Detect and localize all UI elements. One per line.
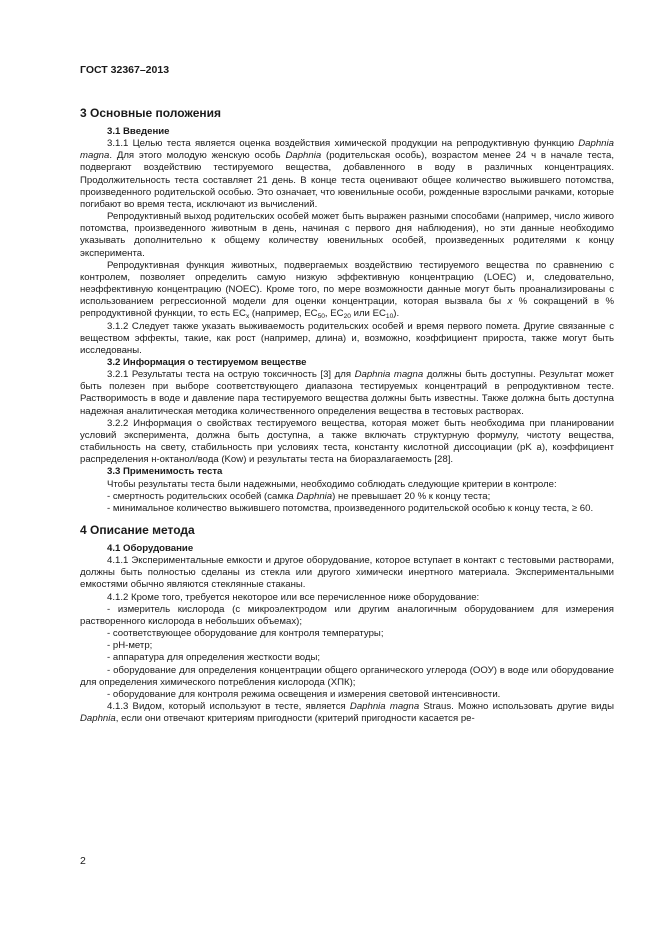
subscript: 10 (385, 313, 394, 321)
text-run: ) не превышает 20 % к концу теста; (332, 490, 491, 502)
text-run: Репродуктивная функция животных, подвергаемых воздействию тестируемого вещества по сравнению с контролем, позволяет определить самую низкую эффективную концентрацию (LOEC) и, следовательно, неэффективную концентрацию (NOEC). Кроме того, по мере возможности данные могут быть проанализированы с использованием регрессионной модели для оценки концентрации, которая вызвала бы (80, 259, 614, 308)
text-run: 4.1.3 Видом, который используют в тесте, является (107, 701, 350, 713)
species-name: Daphnia magna (80, 138, 614, 162)
paragraph-4-1-1: 4.1.1 Экспериментальные емкости и другое оборудование, которое вступает в контакт с тестовыми растворами, должны быть полностью сделаны из стекла или другого химически инертного материала. Экспериментальными емкостями обычно являются стеклянные стаканы. (80, 555, 614, 591)
text-run: 3.1.1 Целью теста является оценка воздействия химической продукции на репродуктивную функцию (107, 138, 579, 150)
paragraph-3-2-2: 3.2.2 Информация о свойствах тестируемого вещества, которая может быть необходима при планировании условий эксперимента, должна быть доступна, а также включать структурную формулу, чистоту вещества, стабильность на свету, стабильность при условиях теста, константу кислотной диссоциации (pK a), коэффициент распределения н-октанол/вода (Kow) и результаты теста на биоразлагаемость [28]. (80, 417, 614, 466)
paragraph-3-1-1 (80, 138, 614, 211)
text-run: Straus. Можно использовать другие виды (419, 701, 614, 713)
document-body (80, 106, 614, 725)
list-item: - минимальное количество выжившего потомства, произведенного родительской особью к концу теста, ≥ 60. (107, 502, 594, 514)
subsection-4-1-title: 4.1 Оборудование (107, 543, 194, 554)
paragraph-3-1-2: 3.1.2 Следует также указать выживаемость родительских особей и время первого помета. Другие связанные с веществом эффекты, такие, как рост (например, длина) и, возможно, коэффициент прироста, также могут быть исследованы. (80, 320, 614, 356)
species-name: Daphnia magna (349, 701, 420, 713)
text-run: 3.2.1 Результаты теста на острую токсичность [3] для (107, 369, 355, 381)
variable-x: x (507, 296, 513, 308)
text-run: должны быть доступны. Результат может быть полезен при выборе соответствующего диапазона тестируемых концентраций в репродуктивном тесте. Растворимость в воде и давление пара тестируемого вещества должны быть известны. Также должна быть доступна надежная аналитическая методика количественного определения вещества в тестовых растворах. (80, 369, 614, 417)
text-run: (родительская особь), возрастом менее 24 ч в начале теста, подвергают воздействию тестируемого вещества, добавленного в воду в различных концентрациях. Продолжительность теста составляет 21 день. В конце теста оценивают общее количество выжившего потомства, произведенного родительской особью. Это означает, что ювенильные особи, рожденные взрослыми рачками, которые погибают во время теста, исключают из вычислений. (80, 150, 615, 210)
paragraph-4-1-3 (80, 701, 614, 725)
list-item: - pH-метр; (107, 640, 153, 652)
paragraph-3-3: Чтобы результаты теста были надежными, необходимо соблюдать следующие критерии в контроле: (107, 478, 557, 490)
genus-name: Daphnia (80, 713, 116, 725)
document-header: ГОСТ 32367–2013 (80, 64, 170, 76)
text-run: - смертность родительских особей (самка (107, 490, 297, 502)
subscript: 20 (343, 313, 351, 321)
subscript: 50 (317, 313, 325, 321)
list-item: - соответствующее оборудование для контроля температуры; (107, 628, 384, 640)
subscript: x (245, 313, 250, 321)
text-run: . Для этого молодую женскую особь (109, 150, 286, 162)
species-name: Daphnia magna (354, 369, 424, 381)
list-item: - измеритель кислорода (с микроэлектродом или другим аналогичным оборудованием для измерения растворенного кислорода в небольших объемах); (80, 603, 614, 627)
paragraph-3-2-1 (80, 369, 614, 418)
text-run: , если они отвечают критериям пригодности (критерий пригодности касается ре- (115, 713, 475, 725)
list-item: - аппаратура для определения жесткости воды; (107, 652, 321, 664)
page-number: 2 (80, 855, 86, 867)
paragraph-4-1-2: 4.1.2 Кроме того, требуется некоторое или все перечисленное ниже оборудование: (107, 591, 480, 603)
subsection-3-1-title: 3.1 Введение (107, 126, 170, 137)
list-item: - оборудование для контроля режима освещения и измерения световой интенсивности. (107, 688, 501, 700)
text-run: ). (393, 308, 400, 320)
list-item (80, 491, 614, 503)
subsection-3-3-title: 3.3 Применимость теста (107, 466, 223, 478)
section-4-title: 4 Описание метода (80, 523, 195, 537)
paragraph-3-1-1-b: Репродуктивный выход родительских особей может быть выражен разными способами (например, число живого потомства, произведенного животным в день, начиная с первого дня наблюдения), но эти данные необходимо указывать дополнительно к общему количеству ювенильных особей, произведенных родителями к концу эксперимента. (80, 211, 614, 259)
section-3-title: 3 Основные положения (80, 106, 222, 120)
genus-name: Daphnia (296, 490, 333, 502)
list-item: - оборудование для определения концентрации общего органического углерода (ООУ) в воде или оборудование для определения химического потребления кислорода (ХПК); (80, 664, 614, 688)
text-run: (например, EC (249, 308, 318, 320)
text-run: или EC (350, 308, 386, 320)
text-run: % сокращений в % репродуктивной функции, то есть EC (80, 296, 614, 320)
paragraph-3-1-1-c (80, 260, 614, 321)
genus-name: Daphnia (285, 150, 322, 162)
text-run: , EC (324, 308, 344, 320)
subsection-3-2-title: 3.2 Информация о тестируемом веществе (107, 356, 307, 368)
